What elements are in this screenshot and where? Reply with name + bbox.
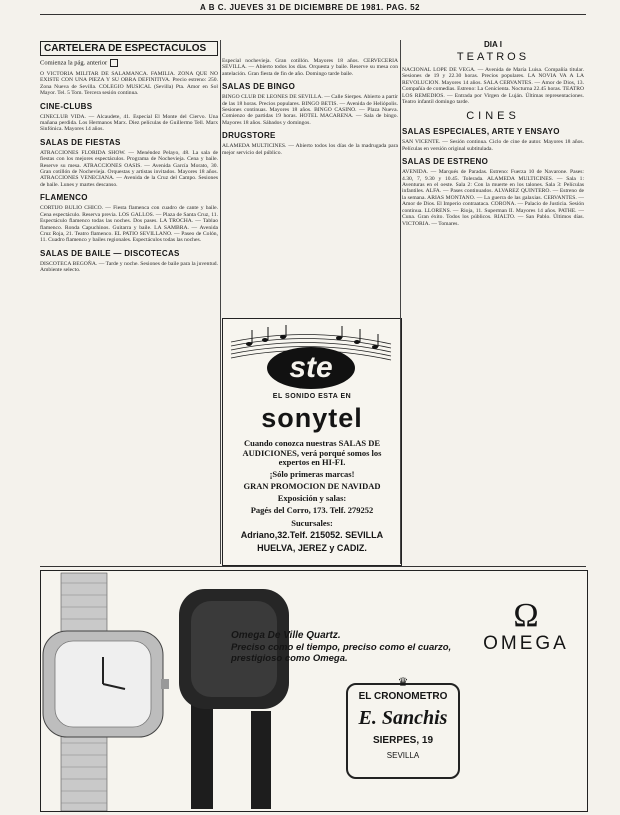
flamenco-text: CORTIJO BULIO CHICO. — Fiesta flamenca con cuadro de cante y baile. Cena espectáculo. Reserva previa. LOS GALLOS. — Plaza de Santa Cruz, 11. Espectáculo flamenco todas las noches. Dos pases. LA TROCHA. — Tablao flamenco. Ronda Capuchinos. Guitarra y baile. LA SAMBRA. — Avenida Cruz Roja, 21. Teatro flamenco. EL PATIO SEVILLANO. — Paseo de Colón, 11. Cuadro flamenco y bailes regionales. Espectáculos todas las noches. [40,205,218,244]
shop-city: SEVILLA [386,751,420,760]
sonytel-line6: Sucursales: [291,518,333,528]
omega-symbol-icon: Ω [513,597,539,634]
sonytel-slogan: EL SONIDO ESTA EN [272,393,352,400]
sonytel-advertisement [222,318,402,566]
drugstore-text: ALAMEDA MULTICINES. — Abierto todos los días de la madrugada para mejor servicio del público. [222,143,398,156]
teatros-text: NACIONAL LOPE DE VEGA. — Avenida de María Luisa. Compañía titular. Sesiones de 19 y 22.30 horas. Precios populares. LA NOVIA VA A LA REVOLUCION. Mayores 14 años. SALA CERVANTES. — Amor de Dios, 13. Compañía de comedias. Estreno: La Cenicienta. Nocturna 22.45 horas. TEATRO LOS REMEDIOS. — Entrada por Virgen de Luján. Últimas representaciones. Teatro infantil domingo tarde. [402,67,584,106]
dia-label: DIA I [484,40,502,49]
cines-heading: CINES [466,110,520,123]
ste-logo: ste [267,347,355,389]
page-header: A B C. JUEVES 31 DE DICIEMBRE DE 1981. PAG. 52 [200,3,420,12]
section-salas-especiales: SALAS ESPECIALES, ARTE Y ENSAYO [402,127,560,137]
cartelera-title: CARTELERA DE ESPECTACULOS [40,41,218,56]
salas-estreno-text: AVENIDA. — Marqués de Paradas. Estreno: Fuerza 10 de Navarone. Pases: 4.30, 7, 9.30 y 10.45. Tolerada. ALAMEDA MULTICINES. — Sala 1: Aventuras en el oeste. Sala 2: Con la muerte en los talones. Sala 3: Películas infantiles. ALFA. — Pases continuados. ALVAREZ QUINTERO. — Estreno de la semana. ARIAS MONTANO. — La guerra de las galaxias. CERVANTES. — Amor de Dios. El Imperio contraataca. CORONA. — Palacio de Justicia. Sesión continua. LLORENS. — Rioja, 11. Superman II. Mayores 14 años. PATHE. — Cuna. Gran éxito. Todos los públicos. RIALTO. — San Pablo. Últimos días. VICTORIA. — Tomares. [402,169,584,227]
teatros-heading: TEATROS [456,51,530,63]
section-salas-baile: SALAS DE BAILE — DISCOTECAS [40,248,180,258]
shop-emblem [346,675,460,779]
shop-name: E. Sanchis [358,707,448,729]
sonytel-line1: Cuando conozca nuestras SALAS DE AUDICIONES, verá porqué somos los expertos en HI-FI. [242,438,382,467]
sonytel-line8: HUELVA, JEREZ y CADIZ. [257,543,367,553]
section-flamenco: FLAMENCO [40,193,88,203]
section-bingo: SALAS DE BINGO [222,82,296,92]
ad-separator [40,566,586,567]
section-salas-fiestas: SALAS DE FIESTAS [40,137,121,147]
watch-back-icon [179,589,289,809]
column-middle [222,58,398,298]
salas-especiales-text: SAN VICENTE. — Sesión continua. Ciclo de cine de autor. Mayores 18 años. Películas en versión original subtitulada. [402,139,584,152]
section-cine-clubs: CINE-CLUBS [40,101,93,111]
salas-baile-text: DISCOTECA BEGOÑA. — Tarde y noche. Sesiones de baile para la juventud. Ambiente selecto. [40,260,218,274]
middle-top-text: Especial nochevieja. Gran cotillón. Mayores 18 años. CERVECERIA SEVILLA. — Abierto todos los días. Orquesta y baile. Reserve su mesa con antelación. Gran fiesta de fin de año. Domingo tarde baile. [222,58,398,77]
omega-logo-text: OMEGA [483,633,569,654]
intro-text: O VICTORIA MILITAR DE SALAMANCA. FAMILIA. ZONA QUE NO EXISTE CON UNA PIEZA Y SU OBRA DEFINITIVA. Precio estreno: 250. Zona Nueva de Sevilla. COLEGIO MUSICAL (Sevilla) Pta. Amor en Sol Mayor. Tel. 5 Tom. Tercera sesión continua. [40,71,218,97]
watch-front-icon [43,573,169,811]
cine-clubs-text: CINECLUB VIDA. — Alcaudete, 41. Especial El Monte del Ciervo. Una mañana perdida. Los Hermanos Marx. Diez películas de Guillermo Tell. Marx Sinfónica. Mayores 14 años. [40,113,218,133]
shop-street: SIERPES, 19 [372,735,434,746]
sonytel-brand: sonytel [261,403,363,433]
section-salas-estreno: SALAS DE ESTRENO [402,157,489,167]
checkbox-icon [110,59,118,67]
continued-note: Comienza la pág. anterior [40,59,218,67]
section-drugstore: DRUGSTORE [222,131,276,141]
column-cartelera [40,40,218,566]
sonytel-line5: Pagés del Corro, 173. Telf. 279252 [250,505,374,515]
column-divider-1 [220,40,221,564]
sonytel-line4: Exposición y salas: [277,493,347,503]
omega-tagline-title: Omega De Ville Quartz. [231,630,341,641]
bingo-text: BINGO CLUB DE LEONES DE SEVILLA. — Calle Sierpes. Abierto a partir de las 18 horas. Precios populares. BINGO BETIS. — Avenida de Heliópolis. Sesiones continuas. Mayores 18 años. BINGO CASINO. — Plaza Nueva. Comienzo de partidas 19 horas. HOTEL MACARENA. — Sala de bingo. Mayores 18 años. Sábados y domingos. [222,94,398,126]
header-rule [40,14,586,15]
shop-title: EL CRONOMETRO [358,691,448,702]
column-divider-2 [400,40,401,564]
column-teatros-cines [402,40,584,566]
sonytel-line7: Adriano,32.Telf. 215052. SEVILLA [240,530,384,540]
crown-icon: ♛ [397,675,409,689]
sonytel-line3: GRAN PROMOCION DE NAVIDAD [243,481,381,491]
sonytel-line2: ¡Sólo primeras marcas! [269,469,355,479]
omega-tagline-text: Preciso como el tiempo, preciso como el cuarzo, prestigioso como Omega. [231,642,452,664]
omega-advertisement [40,570,588,812]
salas-fiestas-text: ATRACCIONES FLORIDA SHOW. — Menéndez Pelayo, 48. La sala de fiestas con los mejores espectáculos. Programa de Nochevieja. Cena y baile. Reserve su mesa. ATRACCIONES OASIS. — Avenida García Morato, 30. Gran cotillón de Nochevieja. Orquestas y artistas invitados. Mayores 18 años. ATRACCIONES VENECIANA. — Avenida de la Cruz del Campo. Sesiones de baile. Lunes y martes descanso. [40,149,218,188]
